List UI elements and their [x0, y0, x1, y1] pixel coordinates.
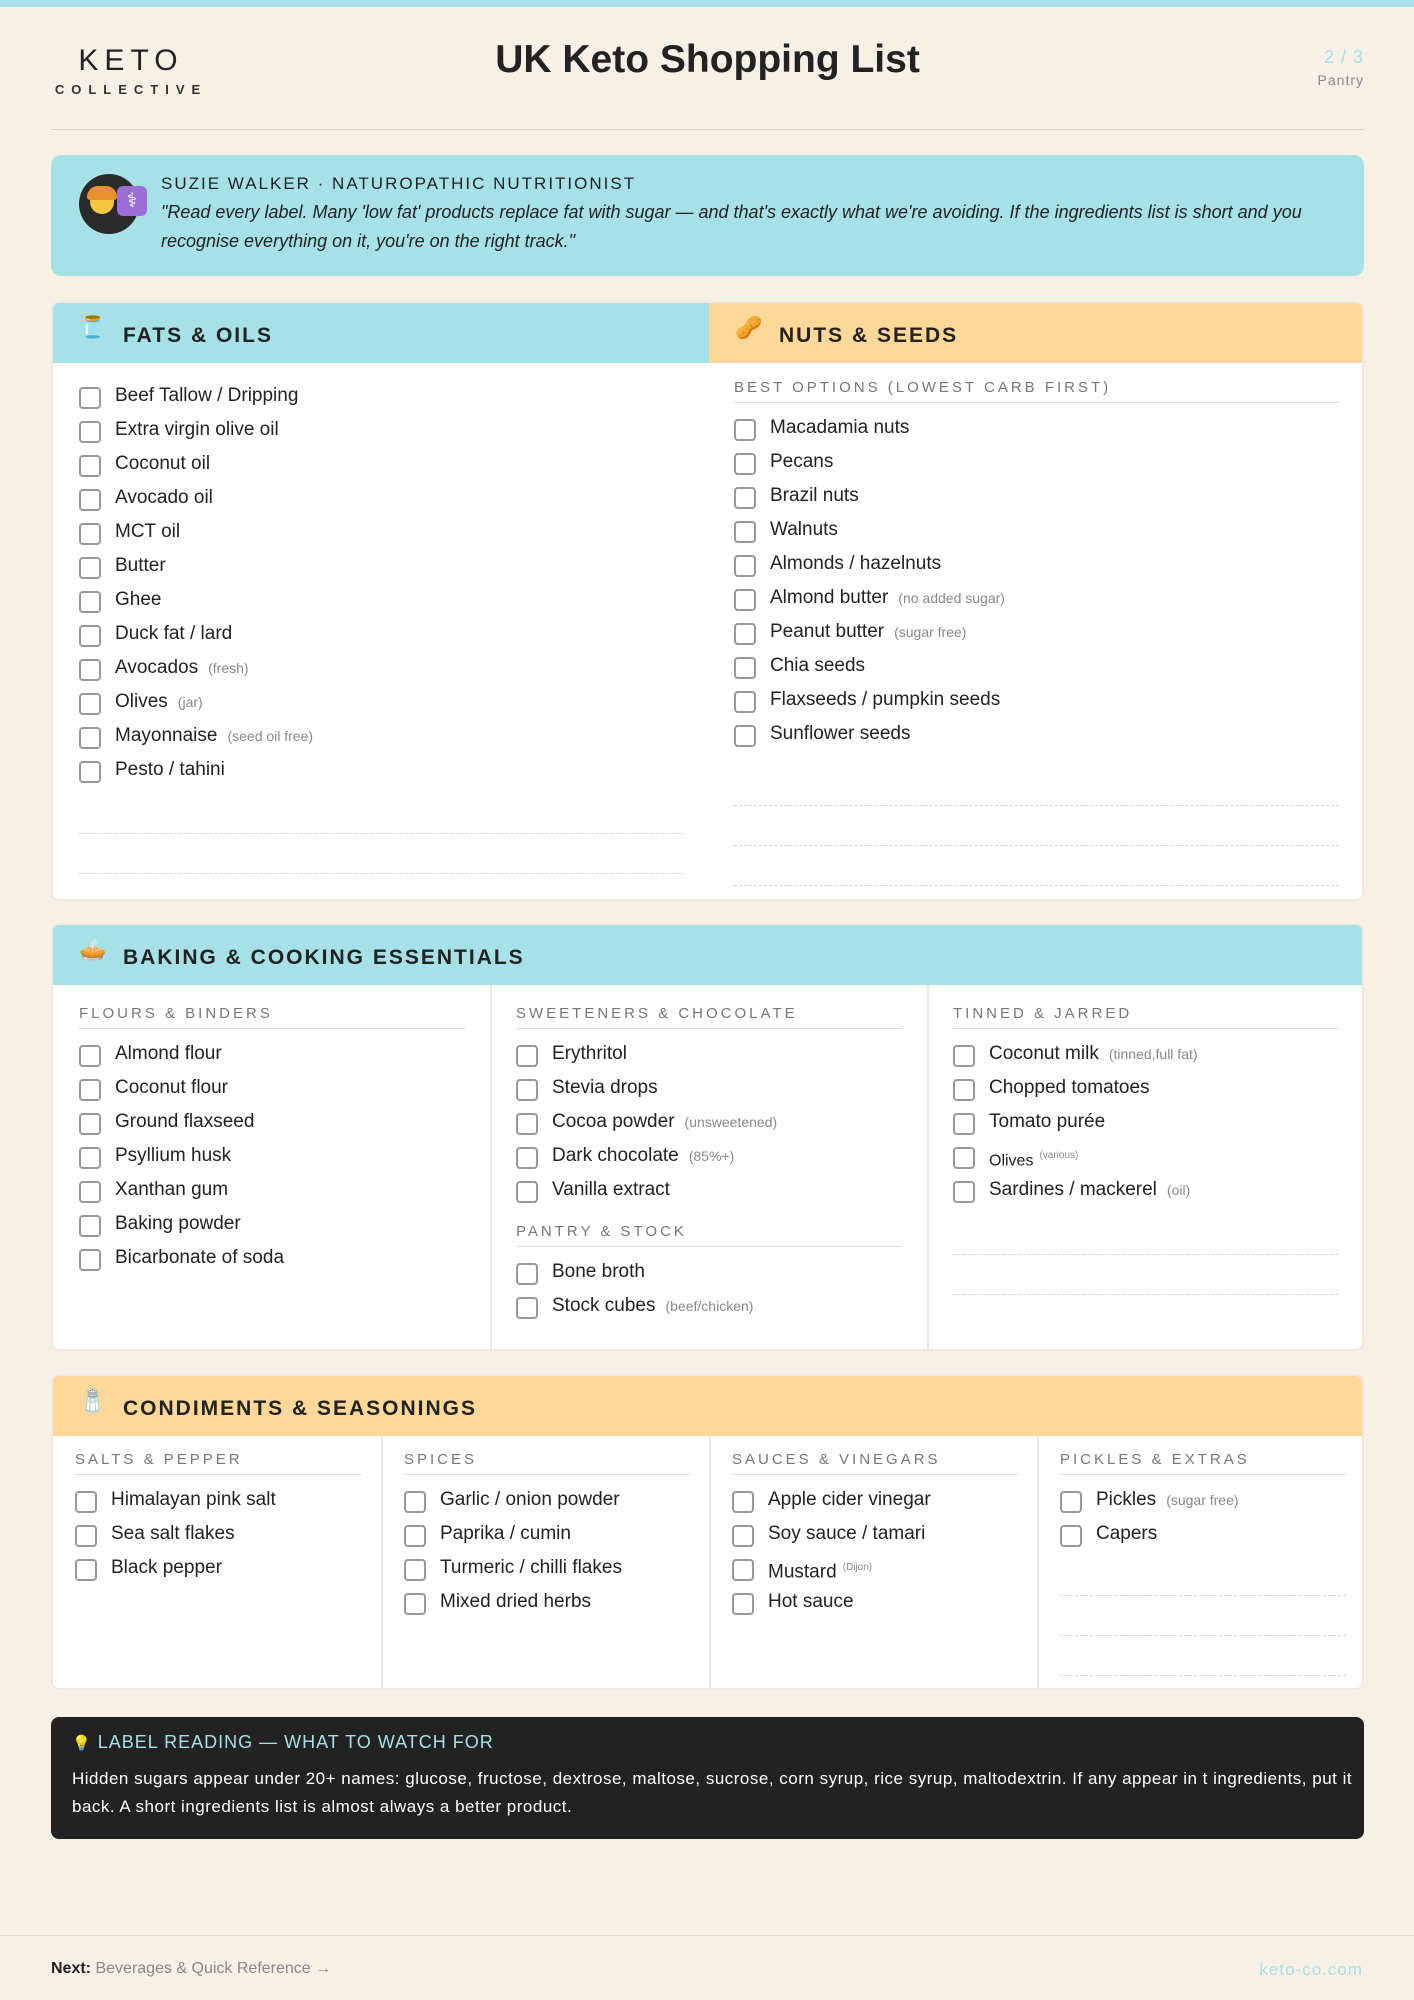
checklist-item[interactable]: [79, 1143, 465, 1177]
item-label: Almond butter: [770, 587, 889, 608]
item-label: Tomato purée: [989, 1111, 1106, 1132]
fats-nuts-card: [51, 301, 1364, 901]
item-label: Almond flour: [115, 1043, 222, 1064]
checklist-item[interactable]: [516, 1041, 902, 1075]
checkbox[interactable]: [79, 557, 101, 579]
page-footer: [0, 1935, 1414, 2000]
checklist-item[interactable]: [732, 1589, 1018, 1623]
column-divider: [490, 985, 492, 1349]
item-label: Olives: [989, 1152, 1034, 1170]
checklist-item[interactable]: [79, 655, 684, 689]
item-label: Garlic / onion powder: [440, 1489, 620, 1510]
checkbox[interactable]: [79, 523, 101, 545]
checkbox[interactable]: [734, 521, 756, 543]
item-label: Vanilla extract: [552, 1179, 670, 1200]
checkbox[interactable]: [79, 421, 101, 443]
item-label: Avocados: [115, 657, 199, 678]
item-label: Coconut milk: [989, 1043, 1099, 1064]
column-divider: [927, 985, 929, 1349]
blank-line: [1060, 1595, 1346, 1596]
checkbox[interactable]: [79, 1249, 101, 1271]
nuts-list: [734, 415, 1339, 755]
checklist-item[interactable]: [79, 621, 684, 655]
checklist-item[interactable]: [79, 723, 684, 757]
checkbox[interactable]: [734, 487, 756, 509]
checkbox[interactable]: [79, 489, 101, 511]
pickles-column: [1060, 1451, 1346, 1676]
checklist-item[interactable]: [732, 1487, 1018, 1521]
checkbox[interactable]: [79, 727, 101, 749]
item-note: (unsweetened): [684, 1114, 778, 1130]
checklist-item[interactable]: [734, 653, 1339, 687]
quote-author: SUZIE WALKER · NATUROPATHIC NUTRITIONIST: [161, 174, 637, 193]
checklist-item[interactable]: [75, 1521, 361, 1555]
nuts-subhead: BEST OPTIONS (LOWEST CARB FIRST): [734, 379, 1339, 403]
item-label: Sardines / mackerel: [989, 1179, 1157, 1200]
tinned-list: [953, 1041, 1339, 1211]
checklist-item[interactable]: [734, 449, 1339, 483]
pantry-list: [516, 1259, 902, 1327]
checkbox[interactable]: [75, 1491, 97, 1513]
item-note: (Dijon): [842, 1562, 873, 1573]
checklist-item[interactable]: [516, 1293, 902, 1327]
item-label: Turmeric / chilli flakes: [440, 1557, 622, 1578]
item-note: (various): [1039, 1150, 1079, 1161]
checklist-item[interactable]: [79, 1075, 465, 1109]
checklist-item[interactable]: [79, 1211, 465, 1245]
checkbox[interactable]: [734, 453, 756, 475]
column-divider: [1037, 1436, 1039, 1688]
item-label: Sea salt flakes: [111, 1523, 235, 1544]
checklist-item[interactable]: [75, 1555, 361, 1589]
item-label: Bone broth: [552, 1261, 645, 1282]
checklist-item[interactable]: [1060, 1487, 1346, 1521]
checkbox[interactable]: [79, 625, 101, 647]
item-label: Sunflower seeds: [770, 723, 911, 744]
item-label: Coconut oil: [115, 453, 211, 474]
item-label: Bicarbonate of soda: [115, 1247, 285, 1268]
item-label: Soy sauce / tamari: [768, 1523, 926, 1544]
checkbox[interactable]: [79, 761, 101, 783]
next-label: Next:: [51, 1960, 92, 1977]
checklist-item[interactable]: [79, 1177, 465, 1211]
blank-line: [734, 885, 1339, 886]
checkbox[interactable]: [734, 657, 756, 679]
checkbox[interactable]: [404, 1491, 426, 1513]
sauces-column: [732, 1451, 1018, 1623]
quote-text: "Read every label. Many 'low fat' products replace fat with sugar — and that's exactly what we're avoiding. If the ingredients list is short and you recognise everything on it, you're on the right track.": [161, 202, 1302, 251]
checkbox[interactable]: [79, 387, 101, 409]
item-note: (fresh): [208, 660, 249, 676]
checkbox[interactable]: [79, 455, 101, 477]
next-text: Beverages & Quick Reference →: [95, 1960, 332, 1977]
item-label: Mustard: [768, 1561, 837, 1583]
baking-header: [53, 925, 1364, 985]
checklist-item[interactable]: [516, 1259, 902, 1293]
item-label: Himalayan pink salt: [111, 1489, 276, 1510]
item-label: Brazil nuts: [770, 485, 859, 506]
checkbox[interactable]: [732, 1593, 754, 1615]
woman-doctor-icon: [90, 190, 114, 214]
checklist-item[interactable]: [79, 383, 684, 417]
checklist-item[interactable]: [734, 687, 1339, 721]
checkbox[interactable]: [734, 589, 756, 611]
checkbox[interactable]: [734, 725, 756, 747]
condiments-header: [53, 1376, 1364, 1436]
item-label: Chopped tomatoes: [989, 1077, 1150, 1098]
blank-line: [734, 805, 1339, 806]
checklist-item[interactable]: [79, 587, 684, 621]
item-label: Mixed dried herbs: [440, 1591, 592, 1612]
column-divider: [709, 1436, 711, 1688]
checkbox[interactable]: [734, 419, 756, 441]
checklist-item[interactable]: [79, 485, 684, 519]
site-url[interactable]: keto-co.com: [1259, 1960, 1363, 1979]
pantry-subhead: PANTRY & STOCK: [516, 1223, 902, 1247]
item-label: Pesto / tahini: [115, 759, 225, 780]
checklist-item[interactable]: [79, 1245, 465, 1279]
item-note: (tinned,full fat): [1108, 1046, 1198, 1062]
checklist-item[interactable]: [404, 1555, 690, 1589]
checklist-item[interactable]: [953, 1177, 1339, 1211]
blank-line: [734, 845, 1339, 846]
page-number: 2 / 3: [1323, 47, 1364, 67]
checklist-item[interactable]: [79, 1041, 465, 1075]
checklist-item[interactable]: [1060, 1521, 1346, 1555]
checklist-item[interactable]: [734, 517, 1339, 551]
item-label: Butter: [115, 555, 166, 576]
column-divider: [381, 1436, 383, 1688]
checkbox[interactable]: [732, 1491, 754, 1513]
page-label: Pantry: [1317, 72, 1364, 88]
checklist-item[interactable]: [734, 551, 1339, 585]
blank-line: [953, 1254, 1339, 1255]
checklist-item[interactable]: [516, 1109, 902, 1143]
item-note: (no added sugar): [898, 590, 1005, 606]
sauces-subhead: SAUCES & VINEGARS: [732, 1451, 1018, 1475]
item-label: Extra virgin olive oil: [115, 419, 279, 440]
checkbox[interactable]: [79, 693, 101, 715]
blank-line: [953, 1294, 1339, 1295]
tinned-column: [953, 1005, 1339, 1295]
checklist-item[interactable]: [734, 619, 1339, 653]
checkbox[interactable]: [79, 591, 101, 613]
checkbox[interactable]: [75, 1525, 97, 1547]
item-label: Black pepper: [111, 1557, 222, 1578]
checklist-item[interactable]: [953, 1109, 1339, 1143]
item-label: Erythritol: [552, 1043, 627, 1064]
checklist-item[interactable]: [516, 1177, 902, 1211]
lightbulb-icon: 💡: [72, 1735, 92, 1752]
page-indicator: [1318, 47, 1364, 88]
flours-list: [79, 1041, 465, 1279]
item-label: Xanthan gum: [115, 1179, 229, 1200]
checkbox[interactable]: [732, 1525, 754, 1547]
checkbox[interactable]: [516, 1181, 538, 1203]
checklist-item[interactable]: [953, 1075, 1339, 1109]
checkbox[interactable]: [732, 1559, 754, 1581]
checklist-item[interactable]: [79, 689, 684, 723]
nuts-title: NUTS & SEEDS: [779, 324, 959, 347]
checkbox[interactable]: [734, 691, 756, 713]
checkbox[interactable]: [516, 1045, 538, 1067]
checklist-item[interactable]: [953, 1143, 1339, 1177]
medical-badge-icon: ⚕: [117, 186, 147, 216]
checklist-item[interactable]: [404, 1589, 690, 1623]
item-label: MCT oil: [115, 521, 181, 542]
checklist-item[interactable]: [516, 1143, 902, 1177]
nutritionist-quote: [51, 155, 1364, 276]
checklist-item[interactable]: [404, 1487, 690, 1521]
sweeteners-subhead: SWEETENERS & CHOCOLATE: [516, 1005, 902, 1029]
item-label: Cocoa powder: [552, 1111, 675, 1132]
checklist-item[interactable]: [734, 721, 1339, 755]
checklist-item[interactable]: [953, 1041, 1339, 1075]
checkbox[interactable]: [79, 1181, 101, 1203]
item-label: Avocado oil: [115, 487, 213, 508]
checklist-item[interactable]: [79, 519, 684, 553]
checkbox[interactable]: [516, 1263, 538, 1285]
item-label: Pecans: [770, 451, 834, 472]
peanut-icon: 🥜: [735, 315, 763, 340]
item-note: (seed oil free): [227, 728, 314, 744]
checklist-item[interactable]: [79, 1109, 465, 1143]
item-label: Almonds / hazelnuts: [770, 553, 942, 574]
checkbox[interactable]: [79, 1113, 101, 1135]
checkbox[interactable]: [404, 1559, 426, 1581]
nuts-header: [709, 303, 1364, 363]
item-label: Olives: [115, 691, 168, 712]
item-label: Stock cubes: [552, 1295, 656, 1316]
logo-sub-text: COLLECTIVE: [54, 82, 208, 97]
checklist-item[interactable]: [734, 585, 1339, 619]
item-label: Peanut butter: [770, 621, 885, 642]
tinned-subhead: TINNED & JARRED: [953, 1005, 1339, 1029]
checkbox[interactable]: [79, 659, 101, 681]
item-label: Psyllium husk: [115, 1145, 232, 1166]
item-label: Baking powder: [115, 1213, 241, 1234]
item-label: Beef Tallow / Dripping: [115, 385, 299, 406]
pickles-subhead: PICKLES & EXTRAS: [1060, 1451, 1346, 1475]
checkbox[interactable]: [1060, 1525, 1082, 1547]
condiments-card: [51, 1374, 1364, 1690]
checkbox[interactable]: [734, 555, 756, 577]
checklist-item[interactable]: [734, 483, 1339, 517]
sauces-list: [732, 1487, 1018, 1623]
label-reading-tip: [51, 1717, 1364, 1839]
checklist-item[interactable]: [732, 1555, 1018, 1589]
sweeteners-list: [516, 1041, 902, 1211]
sweeteners-column: [516, 1005, 902, 1327]
item-label: Coconut flour: [115, 1077, 229, 1098]
item-label: Capers: [1096, 1523, 1158, 1544]
checkbox[interactable]: [953, 1181, 975, 1203]
checkbox[interactable]: [953, 1079, 975, 1101]
item-label: Walnuts: [770, 519, 838, 540]
item-label: Apple cider vinegar: [768, 1489, 931, 1510]
item-label: Duck fat / lard: [115, 623, 233, 644]
item-label: Pickles: [1096, 1489, 1157, 1510]
checklist-item[interactable]: [79, 451, 684, 485]
checkbox[interactable]: [75, 1559, 97, 1581]
nuts-column: [734, 379, 1339, 886]
item-note: (sugar free): [1166, 1492, 1239, 1508]
blank-line: [1060, 1675, 1346, 1676]
fats-header: [53, 303, 709, 363]
checklist-item[interactable]: [79, 553, 684, 587]
tip-title-text: LABEL READING — WHAT TO WATCH FOR: [97, 1732, 494, 1752]
tip-text: Hidden sugars appear under 20+ names: glucose, fructose, dextrose, maltose, sucrose, corn syrup, rice syrup, maltodextrin. If any appear in t ingredients, put it back. A short ingredients list is almost always a better product.: [72, 1769, 1353, 1816]
checkbox[interactable]: [1060, 1491, 1082, 1513]
checkbox[interactable]: [953, 1045, 975, 1067]
tip-title: [72, 1732, 494, 1753]
top-accent-bar: [0, 0, 1414, 7]
item-note: (85%+): [688, 1148, 735, 1164]
checklist-item[interactable]: [79, 757, 684, 791]
next-page-link[interactable]: [51, 1960, 331, 1978]
checklist-item[interactable]: [75, 1487, 361, 1521]
checklist-item[interactable]: [734, 415, 1339, 449]
checklist-item[interactable]: [516, 1075, 902, 1109]
item-note: (oil): [1166, 1182, 1191, 1198]
checkbox[interactable]: [953, 1147, 975, 1169]
checkbox[interactable]: [79, 1215, 101, 1237]
checkbox[interactable]: [404, 1525, 426, 1547]
checkbox[interactable]: [404, 1593, 426, 1615]
jar-icon: 🫙: [79, 315, 107, 340]
blank-line: [1060, 1635, 1346, 1636]
baking-title: BAKING & COOKING ESSENTIALS: [123, 946, 525, 969]
item-label: Mayonnaise: [115, 725, 218, 746]
condiments-title: CONDIMENTS & SEASONINGS: [123, 1397, 478, 1420]
blank-line: [79, 833, 684, 834]
salts-column: [75, 1451, 361, 1589]
checklist-item[interactable]: [404, 1521, 690, 1555]
item-label: Chia seeds: [770, 655, 866, 676]
spices-subhead: SPICES: [404, 1451, 690, 1475]
page-title: UK Keto Shopping List: [495, 38, 920, 81]
salt-shaker-icon: 🧂: [79, 1388, 107, 1413]
item-note: (beef/chicken): [665, 1298, 754, 1314]
baking-card: [51, 923, 1364, 1351]
salts-list: [75, 1487, 361, 1589]
checkbox[interactable]: [516, 1079, 538, 1101]
item-label: Hot sauce: [768, 1591, 854, 1612]
checkbox[interactable]: [516, 1147, 538, 1169]
checklist-item[interactable]: [732, 1521, 1018, 1555]
item-label: Ghee: [115, 589, 162, 610]
item-label: Stevia drops: [552, 1077, 658, 1098]
fats-title: FATS & OILS: [123, 324, 273, 347]
logo-main-text: KETO: [78, 44, 184, 77]
spices-list: [404, 1487, 690, 1623]
checkbox[interactable]: [516, 1113, 538, 1135]
avatar: [79, 174, 139, 234]
item-label: Flaxseeds / pumpkin seeds: [770, 689, 1001, 710]
item-label: Macadamia nuts: [770, 417, 910, 438]
item-note: (sugar free): [894, 624, 967, 640]
blank-line: [79, 873, 684, 874]
item-label: Ground flaxseed: [115, 1111, 255, 1132]
salts-subhead: SALTS & PEPPER: [75, 1451, 361, 1475]
flours-subhead: FLOURS & BINDERS: [79, 1005, 465, 1029]
checkbox[interactable]: [79, 1147, 101, 1169]
pickles-list: [1060, 1487, 1346, 1555]
checkbox[interactable]: [516, 1297, 538, 1319]
checklist-item[interactable]: [79, 417, 684, 451]
pie-icon: 🥧: [79, 937, 107, 962]
checkbox[interactable]: [953, 1113, 975, 1135]
spices-column: [404, 1451, 690, 1623]
checkbox[interactable]: [79, 1045, 101, 1067]
item-label: Paprika / cumin: [440, 1523, 571, 1544]
item-label: Dark chocolate: [552, 1145, 679, 1166]
fats-column: [79, 383, 684, 874]
fats-list: [79, 383, 684, 791]
checkbox[interactable]: [79, 1079, 101, 1101]
checkbox[interactable]: [734, 623, 756, 645]
page-header: [51, 30, 1364, 130]
flours-column: [79, 1005, 465, 1279]
item-note: (jar): [177, 694, 203, 710]
